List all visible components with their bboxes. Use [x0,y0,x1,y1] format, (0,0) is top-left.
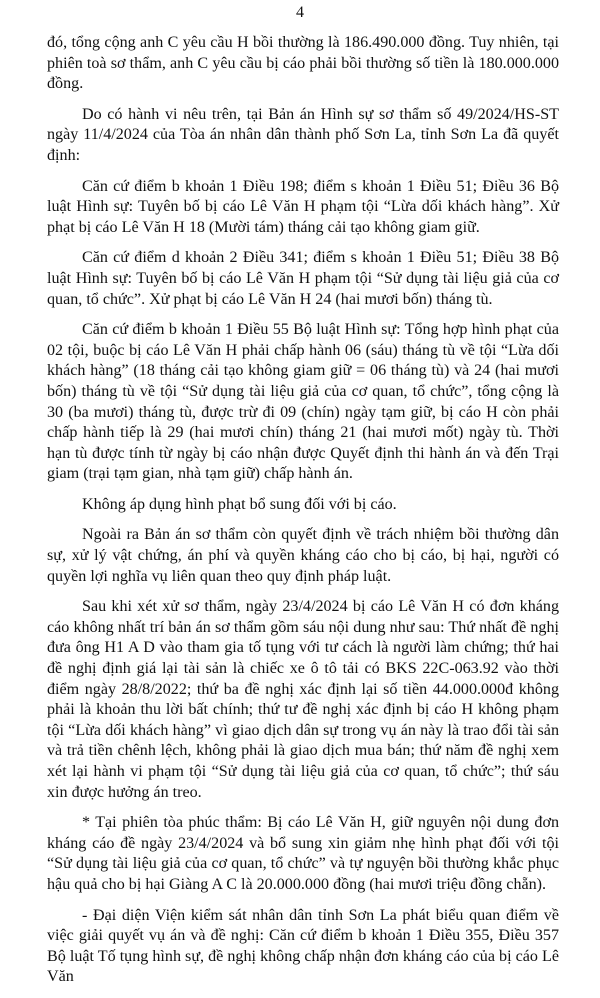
document-body [47,33,559,998]
paragraph-compensation: đó, tổng cộng anh C yêu cầu H bồi thường là 186.490.000 đồng. Tuy nhiên, tại phiên toà sơ thẩm, anh C yêu cầu bị cáo phải bồi thường số tiền là 180.000.000 đồng. [47,34,559,93]
paragraph-appeal-hearing: * Tại phiên tòa phúc thẩm: Bị cáo Lê Văn H, giữ nguyên nội dung đơn kháng cáo đề ngày 23/4/2024 và bổ sung xin giảm nhẹ hình phạt đối với tội “Sử dụng tài liệu giả của cơ quan, tổ chức” và tự nguyện bồi thường khắc phục hậu quả cho bị hại Giàng A C là 20.000.000 đồng (hai mươi triệu đồng chẵn). [47,814,559,893]
paragraph-first-instance-verdict: Do có hành vi nêu trên, tại Bản án Hình sự sơ thẩm số 49/2024/HS-ST ngày 11/4/2024 của Tòa án nhân dân thành phố Sơn La, tỉnh Sơn La đã quyết định: [47,105,559,164]
paragraph-charge-forged-documents: Căn cứ điểm d khoản 2 Điều 341; điểm s khoản 1 Điều 51; Điều 38 Bộ luật Hình sự: Tuyên bố bị cáo Lê Văn H phạm tội “Sử dụng tài liệu giả của cơ quan, tổ chức”. Xử phạt bị cáo Lê Văn H 24 (hai mươi bốn) tháng tù. [47,249,559,308]
paragraph-combined-sentence: Căn cứ điểm b khoản 1 Điều 55 Bộ luật Hình sự: Tổng hợp hình phạt của 02 tội, buộc bị cáo Lê Văn H phải chấp hành 06 (sáu) tháng tù về tội “Lừa dối khách hàng” (18 tháng cải tạo không giam giữ = 06 tháng tù) và 24 (hai mươi bốn) tháng tù về tội “Sử dụng tài liệu giả của cơ quan, tổ chức”, tổng cộng là 30 (ba mươi) tháng tù, được trừ đi 09 (chín) ngày tạm giữ, bị cáo H còn phải chấp hành tiếp là 29 (hai mươi chín) tháng 21 (hai mươi mốt) ngày tù. Thời hạn tù được tính từ ngày bị cáo nhận được Quyết định thi hành án và đến Trại giam (trại tạm gian, nhà tạm giữ) chấp hành án. [47,321,559,483]
paragraph-procuracy-opinion: - Đại diện Viện kiểm sát nhân dân tỉnh Sơn La phát biểu quan điểm về việc giải quyết vụ án và đề nghị: Căn cứ điểm b khoản 1 Điều 355, Điều 357 Bộ luật Tố tụng hình sự, đề nghị không chấp nhận đơn kháng cáo của bị cáo Lê Văn [47,906,559,986]
paragraph-no-additional-penalty: Không áp dụng hình phạt bổ sung đối với bị cáo. [82,495,397,513]
paragraph-charge-customer-fraud: Căn cứ điểm b khoản 1 Điều 198; điểm s khoản 1 Điều 51; Điều 36 Bộ luật Hình sự: Tuyên bố bị cáo Lê Văn H phạm tội “Lừa dối khách hàng”. Xử phạt bị cáo Lê Văn H 18 (Mười tám) tháng cải tạo không giam giữ. [47,177,559,236]
paragraph-appeal-content: Sau khi xét xử sơ thẩm, ngày 23/4/2024 bị cáo Lê Văn H có đơn kháng cáo không nhất trí bản án sơ thẩm gồm sáu nội dung như sau: Thứ nhất đề nghị đưa ông H1 A D vào tham gia tố tụng với tư cách là người làm chứng; thứ hai đề nghị định giá lại tài sản là chiếc xe ô tô tải có BKS 22C-063.92 vào thời điểm ngày 28/8/2022; thứ ba đề nghị xác định lại số tiền 44.000.000đ không phải là khoản thu lời bất chính; thứ tư đề nghị xác định bị cáo H không phạm tội “Lừa dối khách hàng” vì giao dịch dân sự trong vụ án này là trao đổi tài sản và trả tiền chênh lệch, không phải là giao dịch mua bán; thứ năm đề nghị xem xét lại hành vi phạm tội “Sử dụng tài liệu giả của cơ quan, tổ chức”; thứ sáu xin được hưởng án treo. [47,598,559,801]
page-number: 4 [296,4,304,21]
paragraph-other-decisions: Ngoài ra Bản án sơ thẩm còn quyết định về trách nhiệm bồi thường dân sự, xử lý vật chứng, án phí và quyền kháng cáo cho bị cáo, bị hại, người có quyền lợi nghĩa vụ liên quan theo quy định pháp luật. [47,526,559,585]
